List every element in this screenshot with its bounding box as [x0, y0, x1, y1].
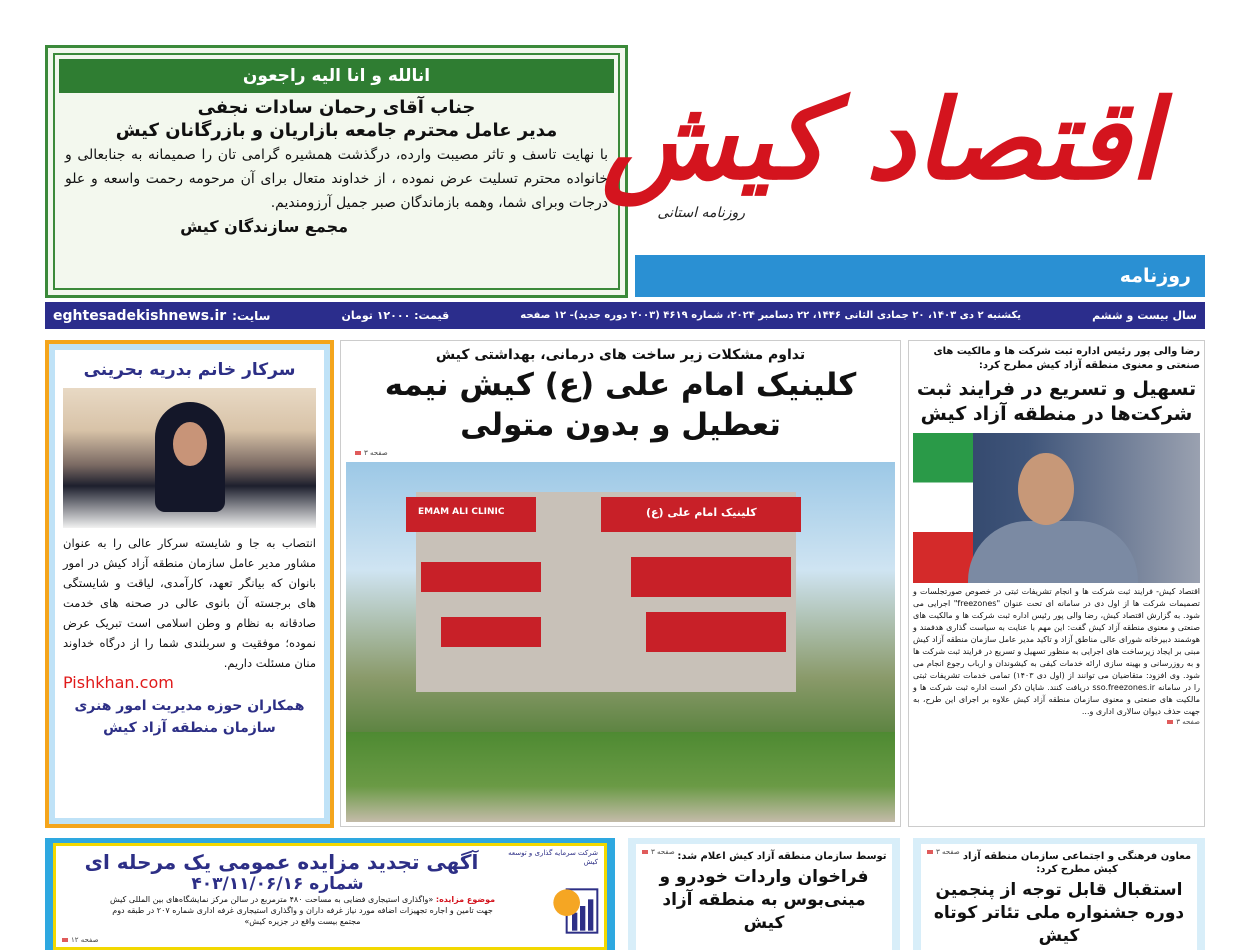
main-kicker: تداوم مشکلات زیر ساخت های درمانی، بهداشتی کیش: [435, 347, 806, 363]
ad-signature-2: سازمان منطقه آزاد کیش: [103, 720, 276, 736]
main-headline[interactable]: کلینیک امام علی (ع) کیش نیمه تعطیل و بدون متولی: [384, 367, 857, 443]
theatre-page-ref: صفحه ۳: [927, 848, 960, 856]
issue-date: یکشنبه ۲ دی ۱۴۰۳، ۲۰ جمادی الثانی ۱۴۴۶، ۲۲ دسامبر ۲۰۲۴، شماره ۴۶۱۹ (۲۰۰۳ دوره جدید)- ۱۲ صفحه: [520, 310, 1022, 321]
ad-title: سرکار خانم بدریه بحرینی: [83, 360, 296, 380]
company-logo-text: شرکت سرمایه گذاری و توسعه کیش: [508, 849, 598, 866]
clinic-sign-fa: کلینیک امام علی (ع): [646, 506, 757, 519]
masthead: [601, 45, 1205, 298]
clinic-sign-en: EMAM ALI CLINIC: [418, 507, 505, 517]
congratulation-ad: [45, 340, 334, 828]
obituary-header: انالله و انا الیه راجعون: [59, 59, 614, 93]
official-photo: [913, 433, 1200, 583]
auction-title: آگهی تجدید مزایده عمومی یک مرحله ای: [84, 850, 479, 874]
site-link[interactable]: eghtesadekishnews.ir: [53, 307, 227, 324]
newspaper-logo: اقتصاد کیش: [601, 75, 1160, 204]
main-story[interactable]: [340, 340, 901, 827]
masthead-bar: روزنامه: [635, 255, 1205, 297]
obituary-signature: مجمع سازندگان کیش: [180, 217, 348, 236]
theatre-headline[interactable]: استقبال قابل توجه از پنجمین دوره جشنواره ملی تئاتر کوتاه کیش: [933, 880, 1185, 946]
auction-subject-label: موضوع مزایده:: [435, 895, 496, 904]
company-logo-icon: [540, 876, 600, 936]
clinic-photo: [346, 462, 895, 822]
vehicles-headline[interactable]: فراخوان واردات خودرو و مینی‌بوس به منطقه آزاد کیش: [659, 867, 869, 933]
issue-year: سال بیست و ششم: [1092, 309, 1197, 322]
auction-number: شماره ۴۰۳/۱۱/۰۶/۱۶: [191, 874, 364, 894]
site-label: سایت:: [232, 308, 271, 323]
right-kicker: رضا والی پور رئیس اداره ثبت شرکت ها و مالکیت های صنعتی و معنوی منطقه آزاد کیش مطرح کرد:: [933, 346, 1200, 371]
obituary-recipient-title: مدیر عامل محترم جامعه بازاریان و بازرگانان کیش: [115, 120, 558, 141]
right-headline[interactable]: تسهیل و تسریع در فرایند ثبت شرکت‌ها در منطقه آزاد کیش: [916, 378, 1197, 425]
obituary-body: با نهایت تاسف و تاثر مصیبت وارده، درگذشت همشیره گرامی تان را صمیمانه به جنابعالی و خانواده محترم تسلیت عرض نموده ، از خداوند متعال برای آن مرحومه رحمت واسعه و علو درجات وبرای شما، وهمه بازماندگان صبر جمیل آرزومندیم.: [65, 147, 608, 211]
issue-info-bar: [45, 302, 1205, 329]
bottom-story-vehicles[interactable]: [628, 838, 900, 950]
portrait-photo: [63, 388, 316, 528]
ad-body: انتصاب به جا و شایسته سرکار عالی را به عنوان مشاور مدیر عامل سازمان منطقه آزاد کیش در امور بانوان که بیانگر تعهد، کارآمدی، لیاقت و شایستگی های برجسته آن بانوی عالی در صحنه های خدمت صادقانه به نظام و وطن اسلامی است تبریک عرض نموده؛ موفقیت و سربلندی شما را از درگاه خداوند منان مسئلت داریم.: [63, 536, 316, 670]
auction-page-ref: صفحه ۱۲: [62, 936, 99, 944]
vehicles-kicker: توسط سازمان منطقه آزاد کیش اعلام شد:: [677, 851, 887, 862]
obituary-notice: [45, 45, 628, 298]
right-page-ref: صفحه ۳: [913, 718, 1200, 726]
right-story[interactable]: [908, 340, 1205, 827]
ad-signature-1: همکاران حوزه مدیریت امور هنری: [74, 698, 305, 714]
vehicles-page-ref: صفحه ۳: [642, 848, 675, 856]
auction-subject: «واگذاری استیجاری فضایی به مساحت ۴۸۰ مترمربع در سالن مرکز نمایشگاه‌های بین المللی کیش جهت تامین و اجاره تجهیزات اضافه مورد نیاز غرفه داران و واگذاری استیجاری غرفه اداری شماره ۲۰۷ در طبقه دوم مجتمع بیست واقع در جزیره کیش»: [109, 895, 493, 926]
bottom-story-theatre[interactable]: [913, 838, 1205, 950]
obituary-recipient: جناب آقای رحمان سادات نجفی: [197, 97, 476, 118]
issue-price: قیمت: ۱۲۰۰۰ تومان: [341, 309, 450, 322]
theatre-kicker: معاون فرهنگی و اجتماعی سازمان منطقه آزاد کیش مطرح کرد:: [962, 851, 1192, 875]
auction-ad: [45, 838, 615, 950]
main-page-ref: صفحه ۳: [355, 449, 388, 457]
right-body: اقتصاد کیش- فرایند ثبت شرکت ها و انجام تشریفات ثبتی در خصوص صورتجلسات و تصمیمات شرکت ها از اول دی در سامانه ای تحت عنوان "freezones" اجرایی می شود. به گزارش اقتصاد کیش، رضا والی پور رئیس اداره ثبت شرکت ها و مالکیت های صنعتی و معنوی منطقه آزاد کیش گفت: این مهم با عنایت به سیاست گذاری هدفمند و هوشمند دبیرخانه شورای عالی مناطق آزاد و تاکید مدیر عامل سازمان منطقه آزاد کیش مبنی بر ایجاد زیرساخت های اجرایی به منظور تسهیل و تسریع در فرایند ثبت شرکت ها و به روزرسانی و بهینه سازی ارائه خدمات کیفی به کیشوندان و ارباب رجوع انجام می شود. وی افزود: متقاضیان می توانند از (اول دی ۱۴۰۳) تمامی خدمات تشریفات ثبتی را در سامانه sso.freezones.ir دریافت کنند. شایان ذکر است اداره ثبت شرکت ها و مالکیت های صنعتی و معنوی سازمان منطقه آزاد کیش علاوه بر اجرای این طرح، به جهت حذف دیوان سالاری اداری و...: [913, 587, 1200, 716]
watermark: Pishkhan.com: [63, 673, 174, 692]
newspaper-subtitle: روزنامه استانی: [657, 205, 745, 221]
